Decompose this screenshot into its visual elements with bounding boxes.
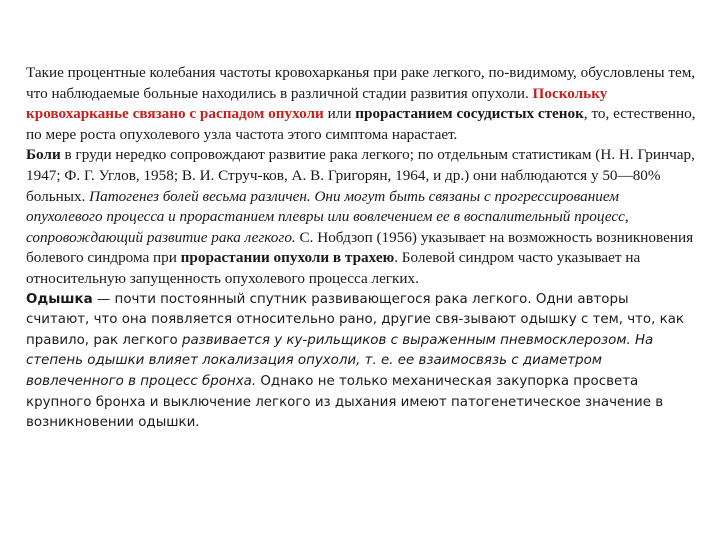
bold-emphasis-text: прорастанием сосудистых стенок — [355, 105, 584, 123]
paragraph-dyspnea-text-2: Однако не только механическая закупорка просвета крупного бронха и выключение легкого из дыхания имеют патогенетическое значение в возникновении одышки. — [26, 373, 664, 431]
paragraph-pain-text-2: С. Нобдзоп (1956) указывает на возможность возникновения болевого синдрома при — [26, 228, 694, 267]
paragraph-hemoptysis — [26, 63, 696, 145]
paragraph-pain-text-3: . Болевой синдром часто указывает на относительную запущенность опухолевого процесса легких. — [26, 249, 641, 287]
paragraph-hemoptysis-intro: Такие процентные колебания частоты кровохарканья при раке легкого, по-видимому, обусловлены тем, что наблюдаемые больные находились в различной стадии развития опухоли. — [26, 64, 696, 102]
paragraph-hemoptysis-ending: , то, естественно, по мере роста опухолевого узла частота этого симптома нарастает. — [26, 105, 696, 143]
paragraph-pain-bold: прорастании опухоли в трахею — [180, 249, 395, 267]
paragraph-dyspnea — [26, 290, 696, 434]
red-emphasis-text: Поскольку кровохарканье связано с распадом опухоли — [26, 84, 608, 123]
paragraph-pain-italic: Патогенез болей весьма различен. Они могут быть связаны с прогрессированием опухолевого процесса и прорастанием плевры или вовлечением ее в воспалительный процесс, сопровождающий развитие рака легкого. — [26, 187, 629, 246]
paragraph-pain — [26, 145, 696, 289]
paragraph-pain-text-1: в груди нередко сопровождают развитие рака легкого; по отдельным статистикам (Н. Н. Гринчар, 1947; Ф. Г. Углов, 1958; В. И. Струч-ков, А. В. Григорян, 1964, и др.) они наблюдаются у 50—80% больных. — [26, 146, 695, 205]
dyspnea-heading: Одышка — [26, 291, 93, 307]
text-block — [26, 63, 696, 434]
paragraph-dyspnea-text-1: — почти постоянный спутник развивающегося рака легкого. Одни авторы считают, что она появляется относительно рано, другие свя-зывают одышку с тем, что, как правило, рак легкого — [26, 291, 685, 348]
paragraph-hemoptysis-connector: или — [323, 105, 356, 123]
pain-heading: Боли — [26, 146, 61, 164]
paragraph-dyspnea-italic: развивается у ку-рильщиков с выраженным пневмосклерозом. На степень одышки влияет локализация опухоли, т. е. ее взаимосвязь с диаметром вовлеченного в процесс бронха. — [26, 332, 654, 389]
